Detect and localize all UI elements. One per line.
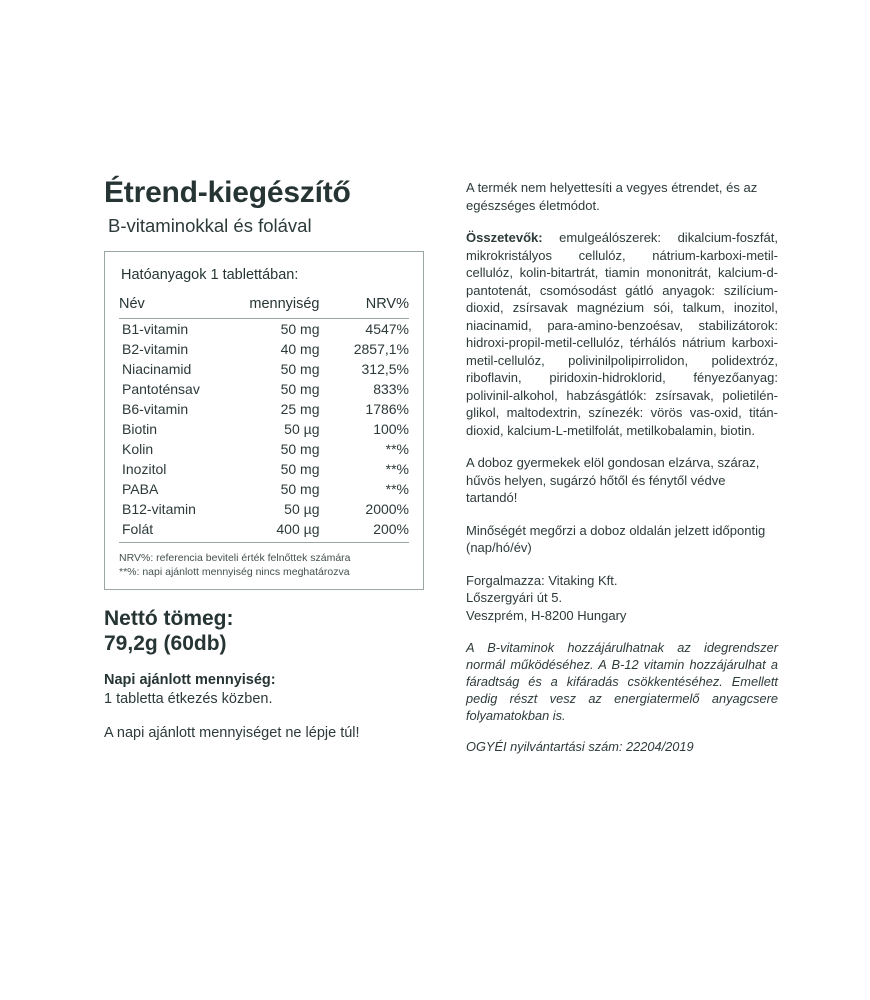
cell-nrv: 1786%: [365, 401, 409, 417]
ingredients-panel: [104, 251, 424, 590]
cell-amount: 50 mg: [280, 441, 320, 457]
cell-nrv: 2000%: [365, 501, 409, 517]
cell-amount: 50 mg: [280, 481, 320, 497]
cell-amount: 400 µg: [224, 519, 338, 543]
net-weight-value: 79,2g (60db): [104, 632, 227, 655]
cell-name: B6-vitamin: [122, 401, 189, 417]
daily-dose-text: 1 tabletta étkezés közben.: [104, 691, 273, 707]
cell-nrv: **%: [385, 481, 409, 497]
cell-nrv: **%: [385, 441, 409, 457]
cell-name: Inozitol: [122, 461, 167, 477]
cell-nrv: 312,5%: [361, 361, 409, 377]
cell-amount: 50 mg: [280, 361, 320, 377]
cell-name: B1-vitamin: [122, 321, 189, 337]
cell-amount: 50 mg: [280, 461, 320, 477]
table-row: [119, 479, 409, 499]
cell-name: Kolin: [122, 441, 154, 457]
table-row: [119, 379, 409, 399]
label-left-column: [104, 176, 424, 742]
distributor-line-2: Lőszergyári út 5.: [466, 590, 563, 605]
table-body: [119, 319, 409, 543]
cell-name: Folát: [119, 519, 224, 543]
table-row: [119, 319, 409, 340]
cell-nrv: 4547%: [365, 321, 409, 337]
cell-nrv: 833%: [373, 381, 409, 397]
cell-nrv: 100%: [373, 421, 409, 437]
cell-name: Niacinamid: [122, 361, 192, 377]
cell-amount: 50 µg: [284, 501, 320, 517]
table-row: [119, 359, 409, 379]
daily-dose-warning: A napi ajánlott mennyiséget ne lépje túl!: [104, 725, 360, 741]
label-content: [104, 176, 778, 755]
cell-nrv: 200%: [338, 519, 410, 543]
registration-number: OGYÉI nyilvántartási szám: 22204/2019: [466, 739, 694, 754]
ingredients-table: [119, 294, 409, 543]
cell-amount: 50 mg: [280, 321, 320, 337]
net-weight-label: Nettó tömeg:: [104, 607, 234, 630]
health-claims-text: A B-vitaminok hozzájárulhatnak az idegrendszer normál működéséhez. A B-12 vitamin hozzájárulhat a fáradtság és a kifáradás csökkentéséhez. Emellett pedig részt vesz az energiatermelő anyagcsere folyamatokban is.: [466, 640, 778, 723]
cell-nrv: **%: [385, 461, 409, 477]
table-row: [119, 459, 409, 479]
cell-amount: 50 µg: [284, 421, 320, 437]
cell-name: B12-vitamin: [122, 501, 196, 517]
table-row: [119, 439, 409, 459]
table-header: [119, 294, 409, 319]
table-header-row: [119, 294, 409, 319]
best-before-text: Minőségét megőrzi a doboz oldalán jelzett időpontig (nap/hó/év): [466, 522, 766, 555]
ingredients-list: [466, 229, 778, 439]
page-subtitle: B-vitaminokkal és folával: [108, 215, 312, 236]
column-header-name: Név: [119, 294, 224, 319]
distributor-block: [466, 572, 778, 625]
intro-text: A termék nem helyettesíti a vegyes étrendet, és az egészséges életmódot.: [466, 180, 758, 213]
footnote-asterisk: **%: napi ajánlott mennyiség nincs meghatározva: [119, 566, 350, 578]
column-header-amount: mennyiség: [224, 294, 338, 319]
cell-name: Biotin: [122, 421, 158, 437]
footnote-nrv: NRV%: referencia beviteli érték felnőttek számára: [119, 552, 351, 564]
table-row: [119, 399, 409, 419]
distributor-line-3: Veszprém, H-8200 Hungary: [466, 607, 627, 623]
label-right-column: [466, 176, 778, 755]
cell-amount: 50 mg: [280, 381, 320, 397]
table-footnotes: [119, 551, 409, 579]
net-weight: [104, 606, 424, 656]
cell-name: Pantoténsav: [122, 381, 200, 397]
ingredients-caption: Hatóanyagok 1 tablettában:: [121, 267, 299, 283]
ingredients-list-text: emulgeálószerek: dikalcium-foszfát, mikrokristályos cellulóz, nátrium-karboxi-metil-cellulóz, kolin-bitartrát, tiamin mononitrát, kalcium-d-pantotenát, csomósodást gátló anyagok: szilícium-dioxid, zsírsavak magnézium sói, talkum, inozitol, niacinamid, para-amino-benzoésav, stabilizátorok: hidroxi-propil-metil-cellulóz, térhálós nátrium karboxi-metil-cellulóz, polivinilpolipirrolidon, polidextróz, riboflavin, piridoxin-hidroklorid, fényezőanyag: polivinil-alkohol, habzásgátlók: zsírsavak, polietilén-glikol, maltodextrin, színezék: vörös vas-oxid, titán-dioxid, kalcium-L-metilfolát, metilkobalamin, biotin.: [466, 230, 778, 438]
ingredients-list-heading: Összetevők:: [466, 230, 543, 245]
cell-name: PABA: [122, 481, 159, 497]
cell-amount: 40 mg: [280, 341, 320, 357]
page-title: Étrend-kiegészítő: [104, 176, 351, 209]
table-row: [119, 519, 409, 543]
daily-dose-heading: Napi ajánlott mennyiség:: [104, 672, 276, 688]
cell-amount: 25 mg: [280, 401, 320, 417]
table-row: [119, 499, 409, 519]
cell-nrv: 2857,1%: [353, 341, 409, 357]
table-row: [119, 339, 409, 359]
distributor-line-1: Forgalmazza: Vitaking Kft.: [466, 572, 618, 588]
storage-text: A doboz gyermekek elöl gondosan elzárva, száraz, hűvös helyen, sugárzó hőtől és fénytől védve tartandó!: [466, 455, 760, 505]
table-row: [119, 419, 409, 439]
cell-name: B2-vitamin: [122, 341, 189, 357]
column-header-nrv: NRV%: [338, 294, 410, 319]
